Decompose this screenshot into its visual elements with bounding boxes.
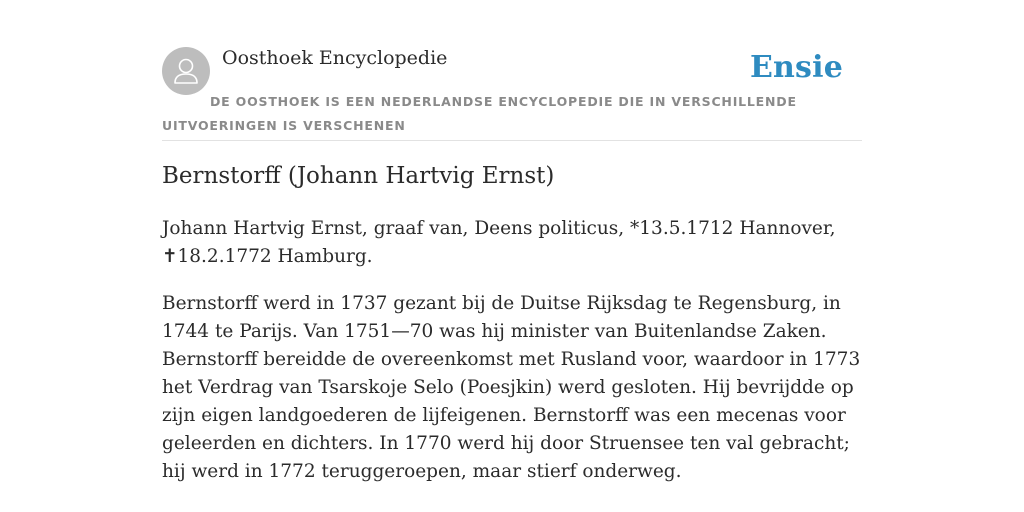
brand-logo-link[interactable]: Ensie — [749, 50, 843, 85]
article-title: Bernstorff (Johann Hartvig Ernst) — [162, 163, 555, 189]
article-body — [162, 215, 862, 505]
article-paragraph-main: Bernstorff werd in 1737 gezant bij de Duitse Rijksdag te Regensburg, in 1744 te Parijs. Van 1751—70 was hij minister van Buitenlandse Zaken. Bernstorff bereidde de overeenkomst met Rusland voor, waardoor in 1773 het Verdrag van Tsarskoje Selo (Poesjkin) werd gesloten. Hij bevrijdde op zijn eigen landgoederen de lijfeigenen. Bernstorff was een mecenas voor geleerden en dichters. In 1770 werd hij door Struensee ten val gebracht; hij werd in 1772 teruggeroepen, maar stierf onderweg. — [162, 293, 861, 482]
source-header — [162, 44, 862, 141]
article-paragraph-intro: Johann Hartvig Ernst, graaf van, Deens politicus, *13.5.1712 Hannover, ✝18.2.1772 Hamburg. — [162, 218, 836, 267]
user-silhouette-icon — [162, 47, 210, 95]
source-name-link[interactable]: Oosthoek Encyclopedie — [222, 47, 448, 69]
avatar[interactable] — [162, 47, 210, 95]
source-tagline: DE OOSTHOEK IS EEN NEDERLANDSE ENCYCLOPEDIE DIE IN VERSCHILLENDE UITVOERINGEN IS VERSCHENEN — [162, 94, 797, 133]
